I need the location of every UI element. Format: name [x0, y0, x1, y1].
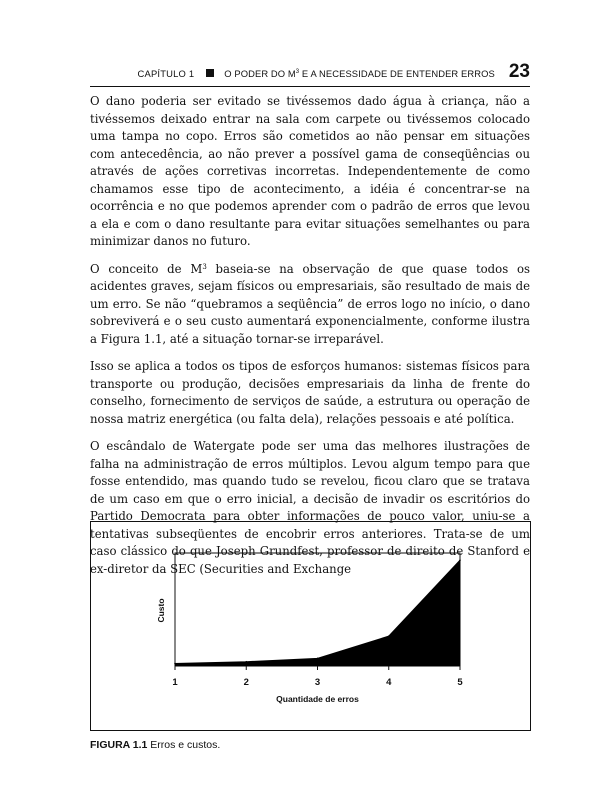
paragraph-2	[90, 261, 530, 349]
page-number: 23	[508, 61, 530, 82]
chapter-title	[224, 68, 495, 81]
square-bullet-icon	[206, 69, 214, 77]
data-point-5	[459, 559, 461, 561]
caption-text: Erros e custos.	[147, 739, 221, 751]
running-head	[90, 62, 530, 88]
paragraph-2-lead: O conceito de M	[90, 261, 203, 276]
figure-caption	[90, 739, 220, 751]
data-point-3	[317, 658, 319, 660]
x-axis-label: Quantidade de erros	[276, 694, 359, 704]
paragraph-2-superscript: 3	[202, 262, 207, 271]
data-point-4	[388, 635, 390, 637]
chapter-title-prefix: O PODER DO M	[224, 68, 296, 79]
y-axis-label: Custo	[156, 598, 166, 623]
chapter-title-superscript: 3	[295, 68, 300, 75]
x-tick-label-1: 1	[172, 677, 178, 688]
chapter-label: CAPÍTULO 1	[137, 68, 195, 79]
header-rule	[90, 86, 530, 87]
body-text	[90, 93, 530, 588]
x-tick-label-2: 2	[243, 677, 249, 688]
paragraph-1: O dano poderia ser evitado se tivéssemos dado água à criança, não a tivéssemos deixado entrar na sala com carpete ou tivéssemos colocado uma tampa no copo. Erros são cometidos ao não pensar em situações com antecedência, ao não prever a possível gama de conseqüências ou através de ações corretivas incorretas. Independentemente de como chamamos esse tipo de acontecimento, a idéia é concentrar-se na ocorrência e no que podemos aprender com o padrão de erros que levou a ela e com o dano resultante para evitar situações semelhantes ou para minimizar danos no futuro.	[90, 94, 530, 248]
paragraph-2-rest: baseia-se na observação de que quase todos os acidentes graves, sejam físicos ou empresariais, são resultado de mais de um erro. Se não “quebramos a seqüência” de erros logo no início, o dano sobreviverá e o seu custo aumentará exponencialmente, conforme ilustra a Figura 1.1, até a situação tornar-se irreparável.	[90, 261, 531, 346]
cost-area-series	[175, 560, 460, 666]
paragraph-4: O escândalo de Watergate pode ser uma das melhores ilustrações de falha na administração de erros múltiplos. Levou algum tempo para que fosse entendido, mas quando tudo se revelou, ficou claro que se tratava de um caso em que o erro inicial, a decisão de invadir os escritórios do Partido Democrata para obter informações de pouco valor, uniu-se a tentativas subseqüentes de encobrir erros anteriores. Trata-se de um caso clássico do que Joseph Grundfest, professor de direito de Stanford e ex-diretor da SEC (Securities and Exchange	[90, 439, 530, 576]
x-tick-label-3: 3	[314, 677, 321, 688]
data-point-2	[245, 661, 247, 663]
cost-chart	[91, 522, 530, 730]
figure-frame	[90, 521, 531, 731]
x-tick-label-5: 5	[457, 677, 463, 688]
chapter-title-suffix: E A NECESSIDADE DE ENTENDER ERROS	[299, 68, 495, 79]
caption-label: FIGURA 1.1	[90, 739, 148, 751]
x-tick-label-4: 4	[386, 677, 392, 688]
data-point-1	[174, 663, 176, 665]
paragraph-3: Isso se aplica a todos os tipos de esforços humanos: sistemas físicos para transporte ou produção, decisões empresariais da linha de frente do conselho, fornecimento de serviços de saúde, a estrutura ou operação de nossa matriz energética (ou falta dela), relações pessoais e até política.	[90, 359, 530, 426]
